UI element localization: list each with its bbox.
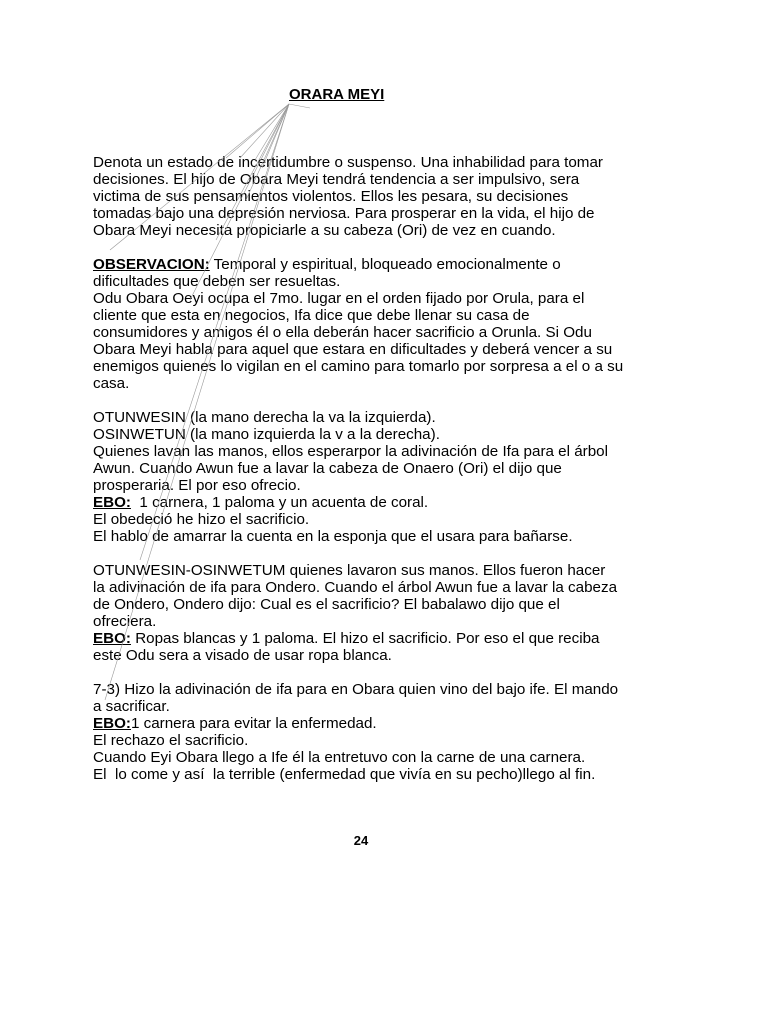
line-text: OTUNWESIN (la mano derecha la va la izquierda). <box>93 409 436 426</box>
text-line <box>93 290 640 307</box>
text-line <box>93 681 640 698</box>
text-line <box>93 562 640 579</box>
line-text: El lo come y así la terrible (enfermedad que vivía en su pecho)llego al fin. <box>93 766 596 783</box>
paragraph <box>93 154 640 239</box>
text-line <box>93 273 640 290</box>
text-line <box>93 494 640 511</box>
text-line <box>93 613 640 630</box>
text-line <box>93 409 640 426</box>
text-line <box>93 596 640 613</box>
text-line <box>93 460 640 477</box>
line-text: Obara Meyi necesita propiciarle a su cabeza (Ori) de vez en cuando. <box>93 222 556 239</box>
line-text: El obedeció he hizo el sacrificio. <box>93 511 310 528</box>
text-line <box>93 579 640 596</box>
line-text: El hablo de amarrar la cuenta en la esponja que el usara para bañarse. <box>93 528 573 545</box>
line-text: prosperaria. El por eso ofrecio. <box>93 477 301 494</box>
text-line <box>93 749 640 766</box>
text-line <box>93 188 640 205</box>
text-line <box>93 358 640 375</box>
line-text: Cuando Eyi Obara llego a Ife él la entretuvo con la carne de una carnera. <box>93 749 586 766</box>
line-text: Quienes lavan las manos, ellos esperarpor la adivinación de Ifa para el árbol <box>93 443 608 460</box>
line-text: OTUNWESIN-OSINWETUM quienes lavaron sus manos. Ellos fueron hacer <box>93 562 606 579</box>
text-line <box>93 715 640 732</box>
text-line <box>93 307 640 324</box>
text-line <box>93 222 640 239</box>
text-line <box>93 630 640 647</box>
line-text: este Odu sera a visado de usar ropa blanca. <box>93 647 392 664</box>
line-text: Ropas blancas y 1 paloma. El hizo el sacrificio. Por eso el que reciba <box>130 630 600 647</box>
line-text: Awun. Cuando Awun fue a lavar la cabeza de Onaero (Ori) el dijo que <box>93 460 562 477</box>
page-title: ORARA MEYI <box>289 86 385 103</box>
text-line <box>93 647 640 664</box>
paragraph <box>93 256 640 392</box>
text-line <box>93 375 640 392</box>
line-text: 1 carnera, 1 paloma y un acuenta de coral. <box>130 494 429 511</box>
section-label: EBO: <box>93 494 131 511</box>
line-text: a sacrificar. <box>93 698 170 715</box>
line-text: 1 carnera para evitar la enfermedad. <box>130 715 377 732</box>
line-text: Obara Meyi habla para aquel que estara en dificultades y deberá vencer a su <box>93 341 613 358</box>
section-label: EBO: <box>93 630 131 647</box>
line-text: cliente que esta en negocios, Ifa dice que debe llenar su casa de <box>93 307 530 324</box>
text-line <box>93 511 640 528</box>
line-text: OSINWETUN (la mano izquierda la v a la derecha). <box>93 426 440 443</box>
line-text: ofreciera. <box>93 613 157 630</box>
line-text: casa. <box>93 375 130 392</box>
paragraph-spacer <box>93 239 640 256</box>
text-line <box>93 426 640 443</box>
paragraph <box>93 681 640 783</box>
section-label: OBSERVACION: <box>93 256 210 273</box>
paragraph-spacer <box>93 664 640 681</box>
line-text: decisiones. El hijo de Obara Meyi tendrá tendencia a ser impulsivo, sera <box>93 171 580 188</box>
section-label: EBO: <box>93 715 131 732</box>
line-text: de Ondero, Ondero dijo: Cual es el sacrificio? El babalawo dijo que el <box>93 596 560 613</box>
text-line <box>93 766 640 783</box>
line-text: El rechazo el sacrificio. <box>93 732 249 749</box>
line-text: la adivinación de ifa para Ondero. Cuando el árbol Awun fue a lavar la cabeza <box>93 579 618 596</box>
line-text: Odu Obara Oeyi ocupa el 7mo. lugar en el orden fijado por Orula, para el <box>93 290 585 307</box>
paragraph-spacer <box>93 545 640 562</box>
line-text: tomadas bajo una depresión nerviosa. Para prosperar en la vida, el hijo de <box>93 205 595 222</box>
line-text: Temporal y espiritual, bloqueado emocionalmente o <box>209 256 561 273</box>
paragraph <box>93 562 640 664</box>
text-line <box>93 154 640 171</box>
text-line <box>93 443 640 460</box>
text-line <box>93 698 640 715</box>
text-line <box>93 324 640 341</box>
text-line <box>93 205 640 222</box>
line-text: dificultades que deben ser resueltas. <box>93 273 341 290</box>
line-text: enemigos quienes lo vigilan en el camino para tomarlo por sorpresa a el o a su <box>93 358 624 375</box>
page-number: 24 <box>353 833 369 848</box>
text-line <box>93 341 640 358</box>
text-line <box>93 171 640 188</box>
text-line <box>93 256 640 273</box>
text-line <box>93 477 640 494</box>
line-text: victima de sus pensamientos violentos. Ellos les pesara, su decisiones <box>93 188 569 205</box>
text-line <box>93 732 640 749</box>
document-body <box>93 154 640 783</box>
line-text: 7-3) Hizo la adivinación de ifa para en Obara quien vino del bajo ife. El mando <box>93 681 619 698</box>
paragraph <box>93 409 640 545</box>
line-text: consumidores y amigos él o ella deberán hacer sacrificio a Orunla. Si Odu <box>93 324 592 341</box>
line-text: Denota un estado de incertidumbre o suspenso. Una inhabilidad para tomar <box>93 154 603 171</box>
paragraph-spacer <box>93 392 640 409</box>
text-line <box>93 528 640 545</box>
